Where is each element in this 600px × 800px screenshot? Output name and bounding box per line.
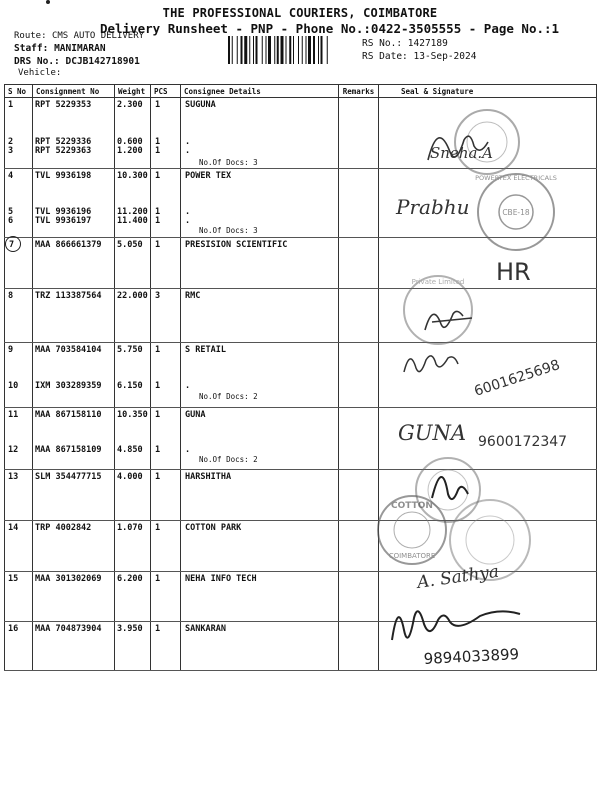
- consignee: .: [185, 146, 191, 156]
- pcs: 1: [155, 445, 161, 455]
- consignment-no: MAA 704873904: [35, 624, 102, 634]
- drs-label: DRS No.:: [14, 56, 60, 67]
- signature-16: [392, 611, 520, 640]
- powertex-stamp: [475, 174, 557, 250]
- weight: 5.750: [117, 345, 143, 355]
- sno: 2: [8, 137, 14, 147]
- consignment-no: RPT 5229336: [35, 137, 92, 147]
- docs-count: No.Of Docs: 3: [199, 158, 258, 167]
- pcs: 1: [155, 624, 161, 634]
- consignee: RMC: [185, 291, 201, 301]
- sno: 14: [8, 523, 19, 533]
- sno: 12: [8, 445, 19, 455]
- rs-no-value: 1427189: [407, 38, 448, 49]
- signature-hr: HR: [496, 258, 531, 286]
- route-label: Route:: [14, 31, 47, 41]
- phone-handwritten-3: 9894033899: [423, 645, 520, 668]
- weight: 11.400: [117, 216, 148, 226]
- sno: 3: [8, 146, 14, 156]
- pcs: 3: [155, 291, 161, 301]
- consignee: SUGUNA: [185, 100, 216, 110]
- consignee: GUNA: [185, 410, 206, 420]
- consignment-no: MAA 867158110: [35, 410, 102, 420]
- consignee: COTTON PARK: [185, 523, 242, 533]
- pcs: 1: [155, 216, 161, 226]
- sno: 11: [8, 410, 19, 420]
- weight: 22.000: [117, 291, 148, 301]
- route-value: CMS AUTO DELIVERY: [51, 31, 145, 41]
- weight: 10.350: [117, 410, 148, 420]
- consignment-no: TRP 4002842: [35, 523, 92, 533]
- signature-8: [425, 311, 472, 330]
- sno: 15: [8, 574, 19, 584]
- pcs: 1: [155, 472, 161, 482]
- consignment-no: TVL 9936197: [35, 216, 92, 226]
- consignment-no: MAA 867158109: [35, 445, 102, 455]
- signature-2: Prabhu: [396, 195, 470, 219]
- consignee: NEHA INFO TECH: [185, 574, 257, 584]
- col-consignment: Consignment No: [33, 85, 115, 98]
- col-remarks: Remarks: [339, 85, 379, 98]
- weight: 3.950: [117, 624, 143, 634]
- cotton-stamp-city: COIMBATORE: [388, 552, 436, 560]
- staff-label: Staff:: [14, 43, 49, 54]
- scan-speck: [46, 0, 50, 4]
- consignee: HARSHITHA: [185, 472, 232, 482]
- docs-count: No.Of Docs: 2: [199, 455, 258, 464]
- rs-no-label: RS No.:: [362, 38, 403, 49]
- consignee: S RETAIL: [185, 345, 226, 355]
- sno: 16: [8, 624, 19, 634]
- pcs: 1: [155, 100, 161, 110]
- phone-handwritten-2: 9600172347: [478, 434, 568, 450]
- weight: 1.200: [117, 146, 143, 156]
- consignee: .: [185, 381, 191, 391]
- consignment-no: TVL 9936198: [35, 171, 92, 181]
- weight: 10.300: [117, 171, 148, 181]
- col-consignee: Consignee Details: [181, 85, 339, 98]
- pcs: 1: [155, 240, 161, 250]
- sno: 9: [8, 345, 14, 355]
- consignment-no: SLM 354477715: [35, 472, 102, 482]
- powertex-stamp-text: POWERTEX ELECTRICALS: [475, 174, 557, 182]
- col-sno: S No: [5, 85, 33, 98]
- signature-1-text: Sneha.A: [430, 144, 494, 162]
- staff-value: MANIMARAN: [54, 43, 106, 54]
- phone-handwritten-1: 6001625698: [472, 357, 562, 400]
- sno: 1: [8, 100, 14, 110]
- sno: 7: [9, 240, 15, 250]
- rs-date-label: RS Date:: [362, 51, 408, 62]
- consignee: .: [185, 445, 191, 455]
- pcs: 1: [155, 410, 161, 420]
- pcs: 1: [155, 137, 161, 147]
- weight: 0.600: [117, 137, 143, 147]
- sno: 13: [8, 472, 19, 482]
- private-limited-text: Private Limited: [411, 278, 465, 286]
- consignment-no: TRZ 113387564: [35, 291, 102, 301]
- consignment-no: MAA 301302069: [35, 574, 102, 584]
- powertex-stamp-inner: CBE-18: [502, 208, 530, 217]
- pcs: 1: [155, 146, 161, 156]
- consignment-no: RPT 5229353: [35, 100, 92, 110]
- sno: 4: [8, 171, 14, 181]
- consignee: SANKARAN: [185, 624, 226, 634]
- weight: 2.300: [117, 100, 143, 110]
- consignee: .: [185, 137, 191, 147]
- consignee: .: [185, 216, 191, 226]
- pcs: 1: [155, 574, 161, 584]
- pcs: 1: [155, 381, 161, 391]
- col-weight: Weight: [115, 85, 151, 98]
- weight: 6.150: [117, 381, 143, 391]
- consignment-no: MAA 866661379: [35, 240, 102, 250]
- cotton-stamp-text: COTTON: [391, 501, 433, 511]
- weight: 5.050: [117, 240, 143, 250]
- docs-count: No.Of Docs: 2: [199, 392, 258, 401]
- vehicle-label: Vehicle:: [18, 68, 62, 78]
- drs-value: DCJB142718901: [65, 56, 140, 67]
- weight: 4.000: [117, 472, 143, 482]
- pcs: 1: [155, 345, 161, 355]
- consignee: POWER TEX: [185, 171, 232, 181]
- company-title: THE PROFESSIONAL COURIERS, COIMBATORE: [162, 6, 438, 20]
- round-seal-stamp: [455, 110, 519, 174]
- signature-guna: GUNA: [398, 421, 467, 445]
- consignee: PRESISION SCIENTIFIC: [185, 240, 288, 250]
- consignment-no: IXM 303289359: [35, 381, 102, 391]
- sno: 10: [8, 381, 19, 391]
- weight: 1.070: [117, 523, 143, 533]
- sno: 8: [8, 291, 14, 301]
- runsheet-subtitle: Delivery Runsheet - PNP - Phone No.:0422-3505555 - Page No.:1: [100, 21, 560, 36]
- sno: 6: [8, 216, 14, 226]
- col-pcs: PCS: [151, 85, 181, 98]
- weight: 4.850: [117, 445, 143, 455]
- consignment-no: TVL 9936196: [35, 207, 92, 217]
- weight: 11.200: [117, 207, 148, 217]
- cotton-park-stamp: [378, 496, 446, 564]
- sno: 5: [8, 207, 14, 217]
- consignment-no: MAA 703584104: [35, 345, 102, 355]
- pcs: 1: [155, 523, 161, 533]
- consignee: .: [185, 207, 191, 217]
- pcs: 1: [155, 207, 161, 217]
- pcs: 1: [155, 171, 161, 181]
- weight: 6.200: [117, 574, 143, 584]
- rs-date-value: 13-Sep-2024: [413, 51, 477, 62]
- docs-count: No.Of Docs: 3: [199, 226, 258, 235]
- private-limited-stamp: [404, 276, 472, 344]
- col-seal: Seal & Signature: [379, 85, 597, 98]
- signature-9: [404, 356, 458, 372]
- signature-sathya: A. Sathya: [415, 561, 501, 593]
- signature-13: [432, 477, 468, 499]
- consignment-no: RPT 5229363: [35, 146, 92, 156]
